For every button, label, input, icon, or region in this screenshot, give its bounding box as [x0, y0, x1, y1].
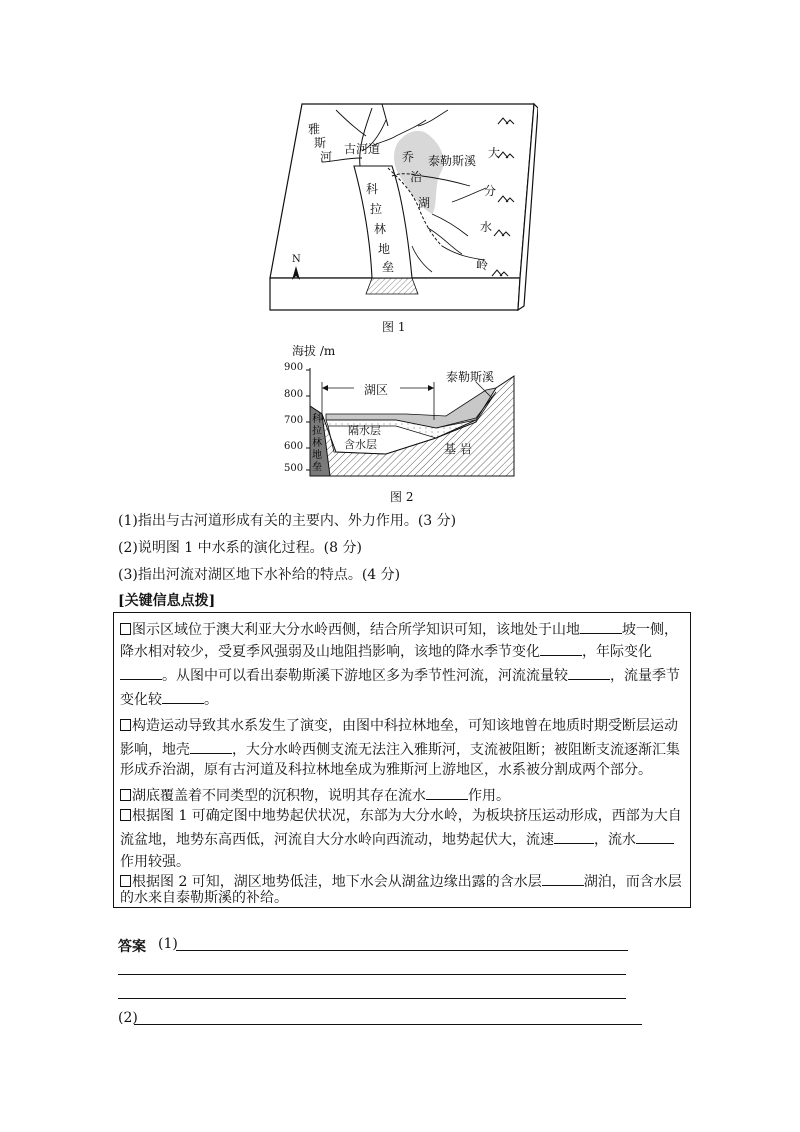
key-info-p5-line2: 的水来自泰勒斯溪的补给。 [120, 890, 288, 906]
blank[interactable] [568, 665, 610, 680]
label-hu: 湖 [418, 196, 431, 210]
figure-2 [286, 342, 522, 484]
question-2: (2)说明图 1 中水系的演化过程。(8 分) [118, 540, 362, 556]
bedrock-label: 基 岩 [444, 442, 472, 456]
y-tick-800: 800 [284, 389, 304, 400]
key-info-box [113, 612, 691, 908]
horst-char-3: 林 [312, 438, 322, 449]
label-he: 河 [320, 150, 333, 164]
key-info-p1-line3: 。从图中可以看出泰勒斯溪下游地区多为季节性河流，河流流量较 ，流量季节 [120, 665, 680, 685]
y-tick-900: 900 [284, 362, 304, 373]
horst-char-4: 地 [312, 450, 322, 461]
blank[interactable] [162, 689, 204, 704]
blank[interactable] [554, 829, 594, 844]
blank[interactable] [542, 871, 584, 886]
answer-line-2[interactable] [118, 974, 626, 975]
figure-1 [262, 96, 538, 318]
label-north: N [292, 254, 301, 265]
answer-q1-label: (1) [158, 936, 178, 952]
answer-line-3[interactable] [118, 998, 626, 999]
horst-char-1: 科 [312, 414, 322, 425]
aquiclude-label: 隔水层 [348, 424, 381, 437]
key-info-p4-line2: 流盆地，地势东高西低，河流自大分水岭向西流动，地势起伏大，流速 ，流水 [120, 829, 674, 849]
y-tick-700: 700 [284, 415, 304, 426]
blank[interactable] [540, 641, 582, 656]
label-da: 大 [488, 146, 501, 160]
figure-2-caption: 图 2 [390, 490, 414, 504]
answer-line-1[interactable] [176, 950, 628, 951]
blank[interactable] [580, 619, 622, 634]
y-tick-500: 500 [284, 463, 304, 474]
taile-label: 泰勒斯溪 [446, 370, 495, 384]
blank[interactable] [190, 739, 232, 754]
lake-zone-label: 湖区 [364, 383, 389, 397]
answer-label: 答案 [118, 939, 146, 955]
answer-line-4[interactable] [134, 1024, 642, 1025]
key-info-p2-line1: 构造运动导致其水系发生了演变，由图中科拉林地垒，可知该地曾在地质时期受断层运动 [120, 717, 678, 735]
key-info-p1-line2: 降水相对较少，受夏季风强弱及山地阻挡影响，该地的降水季节变化 ，年际变化 [120, 641, 652, 661]
aquifer-label: 含水层 [344, 438, 377, 451]
key-info-p5-line1: 根据图 2 可知，湖区地势低洼，地下水会从湖盆边缘出露的含水层 湖泊，而含水层 [120, 871, 682, 891]
key-info-p2-line3: 形成乔治湖，原有古河道及科拉林地垒成为雅斯河上游地区，水系被分割成两个部分。 [120, 762, 652, 778]
blank[interactable] [426, 785, 468, 800]
label-la: 拉 [370, 202, 383, 216]
label-fen: 分 [484, 184, 497, 198]
question-3: (3)指出河流对湖区地下水补给的特点。(4 分) [118, 567, 401, 583]
key-info-title: [关键信息点拨] [118, 593, 216, 609]
label-shui: 水 [480, 220, 493, 234]
label-qiao: 乔 [402, 150, 415, 164]
answer-q2-label: (2) [118, 1010, 138, 1026]
bullet-square-icon [120, 875, 131, 887]
bullet-square-icon [120, 623, 131, 635]
y-tick-600: 600 [284, 441, 304, 452]
figure-1-caption: 图 1 [382, 320, 406, 334]
blank[interactable] [120, 665, 162, 680]
label-di: 地 [378, 242, 391, 256]
key-info-p1-line1: 图示区域位于澳大利亚大分水岭西侧，结合所学知识可知，该地处于山地 坡一侧， [120, 619, 678, 639]
key-info-p1-line4: 变化较 。 [120, 689, 218, 709]
bullet-square-icon [120, 719, 131, 731]
bullet-square-icon [120, 809, 131, 821]
label-lin: 林 [374, 222, 387, 236]
label-ya: 雅 [308, 122, 321, 136]
question-1: (1)指出与古河道形成有关的主要内、外力作用。(3 分) [118, 513, 457, 529]
blank[interactable] [636, 829, 674, 844]
key-info-p4-line3: 作用较强。 [120, 854, 190, 870]
block-diagram [262, 96, 538, 318]
key-info-p4-line1: 根据图 1 可确定图中地势起伏状况，东部为大分水岭，为板块挤压运动形成，西部为大自 [120, 807, 682, 825]
y-axis-title: 海拔 /m [292, 344, 336, 358]
label-zhi: 治 [410, 170, 423, 184]
label-si: 斯 [314, 136, 327, 150]
key-info-p3-line1: 湖底覆盖着不同类型的沉积物，说明其存在流水 作用。 [120, 785, 510, 805]
label-tai-le-si-xi: 泰勒斯溪 [428, 154, 477, 168]
label-ling: 岭 [476, 258, 489, 272]
label-lei: 垒 [382, 260, 395, 274]
horst-char-2: 拉 [312, 426, 322, 437]
horst-char-5: 垒 [312, 462, 322, 473]
bullet-square-icon [120, 789, 131, 801]
label-ke: 科 [366, 182, 379, 196]
key-info-p2-line2: 影响，地壳 ，大分水岭西侧支流无法注入雅斯河，支流被阻断；被阻断支流逐渐汇集 [120, 739, 680, 759]
label-gu-he-dao: 古河道 [344, 142, 381, 156]
